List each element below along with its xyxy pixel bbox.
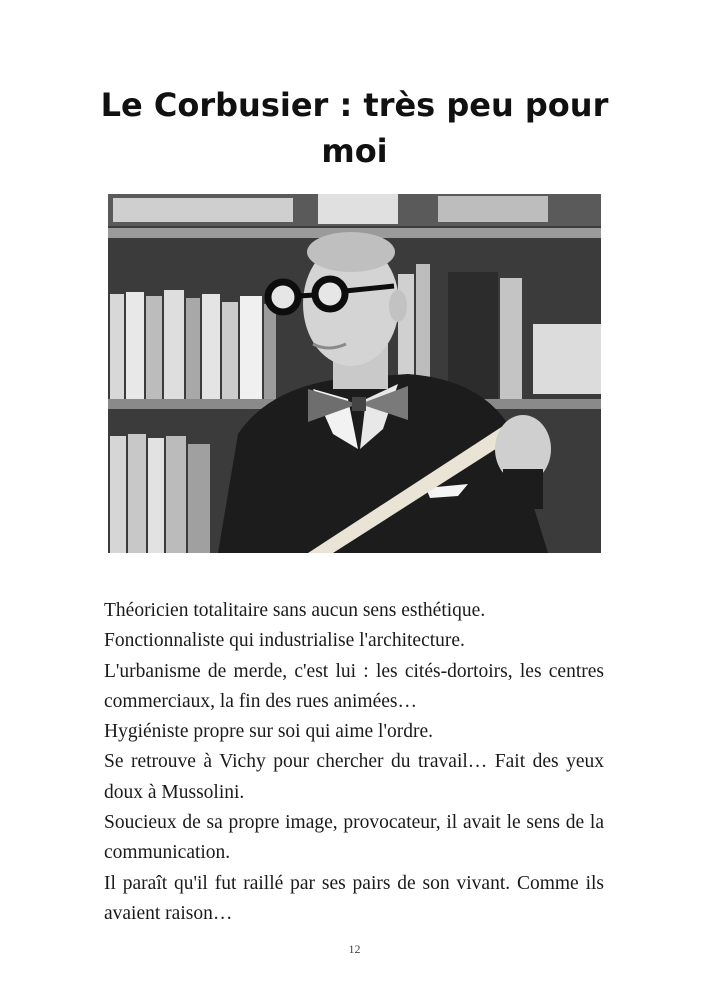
portrait-photo (108, 194, 601, 553)
paragraph: Se retrouve à Vichy pour chercher du travail… Fait des yeux doux à Mussolini. (104, 751, 604, 803)
paragraph: Fonctionnaliste qui industrialise l'architecture. (104, 630, 465, 652)
page-title: Le Corbusier : très peu pour moi (100, 86, 609, 170)
paragraph: L'urbanisme de merde, c'est lui : les cités-dortoirs, les centres commerciaux, la fin des rues animées… (104, 660, 604, 712)
paragraph: Il paraît qu'il fut raillé par ses pairs de son vivant. Comme ils avaient raison… (104, 872, 604, 924)
portrait-illustration (108, 194, 601, 553)
body-text (104, 596, 604, 929)
paragraph: Soucieux de sa propre image, provocateur, il avait le sens de la communication. (104, 812, 604, 864)
paragraph: Théoricien totalitaire sans aucun sens esthétique. (104, 600, 486, 621)
paragraph: Hygiéniste propre sur soi qui aime l'ordre. (104, 721, 433, 743)
page-number: 12 (348, 942, 361, 956)
